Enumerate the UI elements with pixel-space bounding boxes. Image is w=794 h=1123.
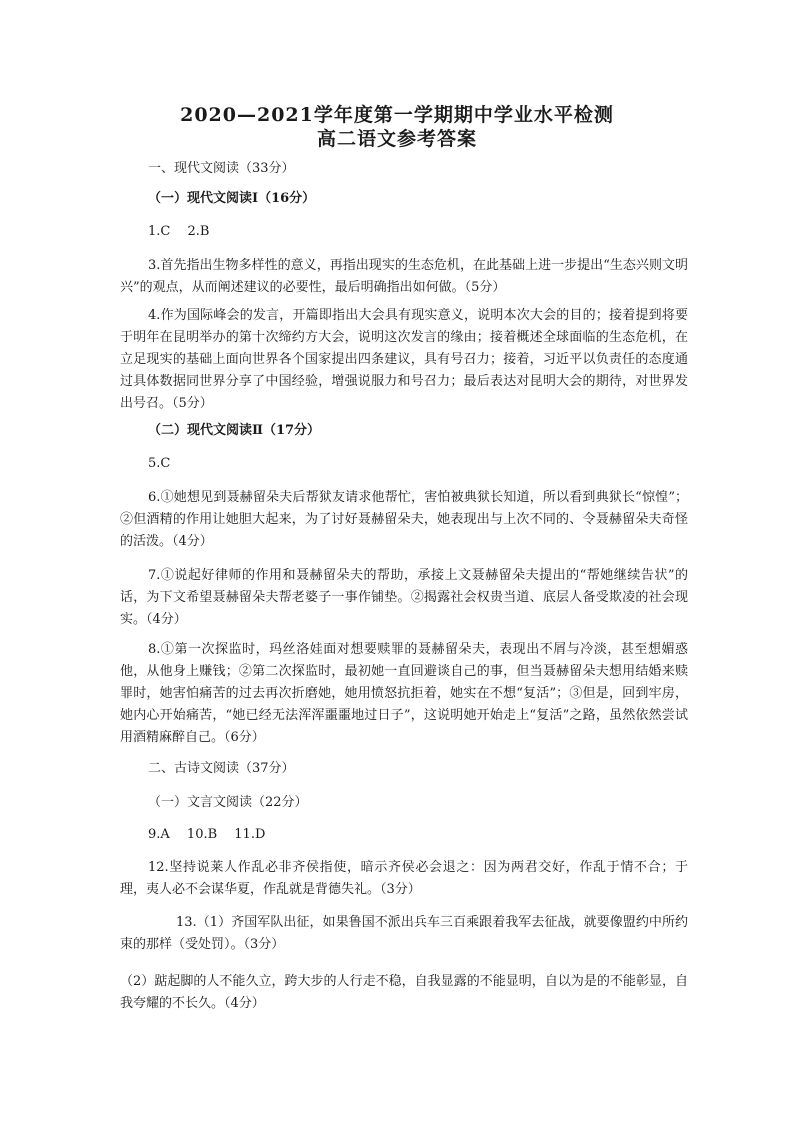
section-heading-classical: 二、古诗文阅读（37分） xyxy=(148,761,295,776)
document-subtitle: 高二语文参考答案 xyxy=(316,128,477,150)
answer-9-11: 9.A 10.B 11.D xyxy=(148,827,266,842)
subsection-heading-modern-reading-2: （二）现代文阅读Ⅱ（17分） xyxy=(148,423,321,438)
answer-4: 4.作为国际峰会的发言，开篇即指出大会具有现实意义，说明本次大会的目的；接着提到将要于明年在昆明举办的第十次缔约方大会，说明这次发言的缘由；接着概述全球面临的生态危机，在立足现实的基础上面向世界各个国家提出四条建议，具有号召力；接着，习近平以负责任的态度通过具体数据同世界分享了中国经验，增强说服力和号召力；最后表达对昆明大会的期待，对世界发出号召。（5分） xyxy=(120,308,688,411)
answer-13-1: 13.（1）齐国军队出征，如果鲁国不派出兵车三百乘跟着我军去征战，就要像盟约中所约束的那样（受处罚）。（3分） xyxy=(120,915,688,952)
subsection-heading-classical-prose: （一）文言文阅读（22分） xyxy=(148,795,308,810)
section-heading-modern-reading: 一、现代文阅读（33分） xyxy=(148,161,295,176)
subsection-heading-modern-reading-1: （一）现代文阅读Ⅰ（16分） xyxy=(148,191,316,206)
answer-7: 7.①说起好律师的作用和聂赫留朵夫的帮助，承接上文聂赫留朵夫提出的“帮她继续告状”的话，为下文希望聂赫留朵夫帮老婆子一事作铺垫。②揭露社会权贵当道、底层人备受欺凌的社会现实。（4分） xyxy=(120,568,688,627)
answer-8: 8.①第一次探监时，玛丝洛娃面对想要赎罪的聂赫留朵夫，表现出不屑与冷淡，甚至想媚惑他，从他身上赚钱；②第二次探监时，最初她一直回避谈自己的事，但当聂赫留朵夫想用结婚来赎罪时，她害怕痛苦的过去再次折磨她，她用愤怒抗拒着，她实在不想“复活”；③但是，回到牢房，她内心开始痛苦，“她已经无法浑浑噩噩地过日子”，这说明她开始走上“复活”之路，虽然依然尝试用酒精麻醉自己。（6分） xyxy=(120,642,688,745)
document-title: 2020—2021学年度第一学期期中学业水平检测 xyxy=(180,104,614,126)
answer-12: 12.坚持说莱人作乱必非齐侯指使，暗示齐侯必会退之：因为两君交好，作乱于情不合；于理，夷人必不会谋华夏，作乱就是背德失礼。（3分） xyxy=(120,860,688,897)
answer-13-2: （2）踮起脚的人不能久立，跨大步的人行走不稳，自我显露的不能显明，自以为是的不能彰显，自我夸耀的不长久。（4分） xyxy=(120,974,688,1011)
answer-1-2: 1.C 2.B xyxy=(148,224,210,239)
answer-5: 5.C xyxy=(148,456,171,471)
answer-6: 6.①她想见到聂赫留朵夫后帮狱友请求他帮忙，害怕被典狱长知道，所以看到典狱长“惊惶”；②但酒精的作用让她胆大起来，为了讨好聂赫留朵夫，她表现出与上次不同的、令聂赫留朵夫奇怪的活泼。（4分） xyxy=(120,490,688,549)
answer-3: 3.首先指出生物多样性的意义，再指出现实的生态危机，在此基础上进一步提出“生态兴则文明兴”的观点，从而阐述建议的必要性，最后明确指出如何做。（5分） xyxy=(120,258,688,295)
